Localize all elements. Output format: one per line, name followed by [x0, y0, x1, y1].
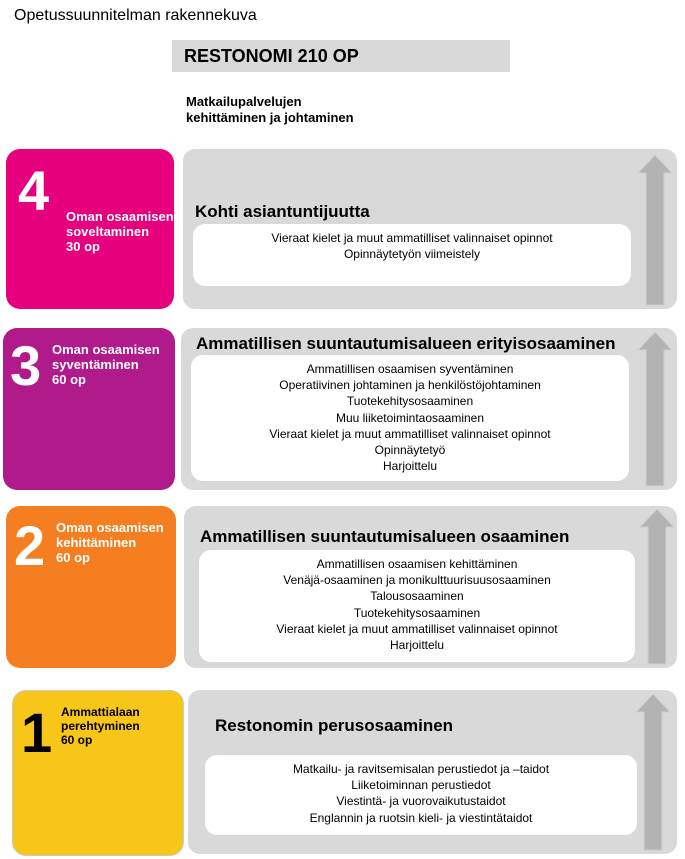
stage-label	[56, 520, 164, 565]
stage-number: 2	[14, 514, 46, 577]
content-item: Tuotekehitysosaaminen	[353, 605, 481, 620]
content-item: Vieraat kielet ja muut ammatilliset valinnaiset opinnot	[269, 426, 551, 441]
stage-label-line: Oman osaamisen	[52, 342, 160, 357]
stage-credits: 60 op	[56, 550, 90, 565]
up-arrow-icon	[636, 155, 674, 307]
content-item: Viestintä- ja vuorovaikutustaidot	[336, 794, 506, 809]
up-arrow-icon	[634, 694, 672, 852]
stage-heading: Restonomin perusosaaminen	[215, 716, 454, 735]
content-item: Englannin ja ruotsin kieli- ja viestintätaidot	[309, 810, 533, 825]
content-item: Ammatillisen osaamisen kehittäminen	[316, 557, 518, 571]
stage-3-color-box	[3, 328, 175, 490]
stage-label-line: Oman osaamisen	[66, 209, 174, 224]
stage-2-color-box	[6, 506, 176, 668]
stage-heading: Kohti asiantuntijuutta	[195, 202, 370, 221]
stage-credits: 60 op	[52, 372, 86, 387]
content-item: Matkailu- ja ravitsemisalan perustiedot ja –taidot	[292, 762, 550, 776]
stage-label	[66, 209, 174, 254]
stage-label-line: syventäminen	[52, 357, 139, 372]
content-item: Vieraat kielet ja muut ammatilliset valinnaiset opinnot	[271, 231, 553, 245]
stage-content-box	[199, 550, 635, 662]
content-item: Opinnäytetyö	[374, 443, 446, 458]
content-item: Operatiivinen johtaminen ja henkilöstöjohtaminen	[279, 378, 541, 393]
stage-label	[52, 342, 160, 387]
program-line: kehittäminen ja johtaminen	[186, 110, 354, 125]
stage-number: 3	[10, 334, 42, 397]
stage-content-box	[191, 355, 629, 481]
page-title: Opetussuunnitelman rakennekuva	[14, 7, 257, 24]
stage-credits: 60 op	[61, 733, 93, 747]
content-item: Talousosaaminen	[370, 589, 464, 604]
stage-1-color-box	[12, 690, 184, 856]
up-arrow-icon	[638, 509, 676, 666]
stage-content-box	[193, 224, 631, 286]
stage-label-line: kehittäminen	[56, 535, 137, 550]
up-arrow-icon	[636, 332, 674, 488]
content-item: Venäjä-osaaminen ja monikulttuurisuusosaaminen	[283, 573, 551, 588]
degree-title: RESTONOMI 210 OP	[172, 40, 510, 72]
content-item: Ammatillisen osaamisen syventäminen	[306, 362, 514, 376]
content-item: Harjoittelu	[382, 459, 438, 474]
stage-label-line: Oman osaamisen	[56, 520, 164, 535]
content-item: Harjoittelu	[389, 638, 445, 653]
content-item: Liiketoiminnan perustiedot	[351, 778, 491, 793]
stage-label	[61, 705, 140, 747]
stage-4-color-box	[6, 149, 174, 309]
content-item: Tuotekehitysosaaminen	[346, 394, 474, 409]
stage-label-line: soveltaminen	[66, 224, 150, 239]
stage-heading: Ammatillisen suuntautumisalueen erityisosaaminen	[196, 334, 616, 353]
stage-label-line: perehtyminen	[61, 719, 140, 733]
content-item: Muu liiketoimintaosaaminen	[335, 410, 485, 425]
stage-credits: 30 op	[66, 239, 100, 254]
program-line: Matkailupalvelujen	[186, 94, 302, 109]
stage-number: 4	[18, 159, 50, 222]
stage-number: 1	[21, 701, 53, 764]
content-item: Vieraat kielet ja muut ammatilliset valinnaiset opinnot	[276, 621, 558, 636]
stage-label-line: Ammattialaan	[61, 705, 140, 719]
stage-heading: Ammatillisen suuntautumisalueen osaaminen	[200, 527, 570, 546]
stage-content-box	[205, 755, 637, 835]
content-item: Opinnäytetyön viimeistely	[343, 247, 481, 262]
program-name	[186, 94, 354, 126]
